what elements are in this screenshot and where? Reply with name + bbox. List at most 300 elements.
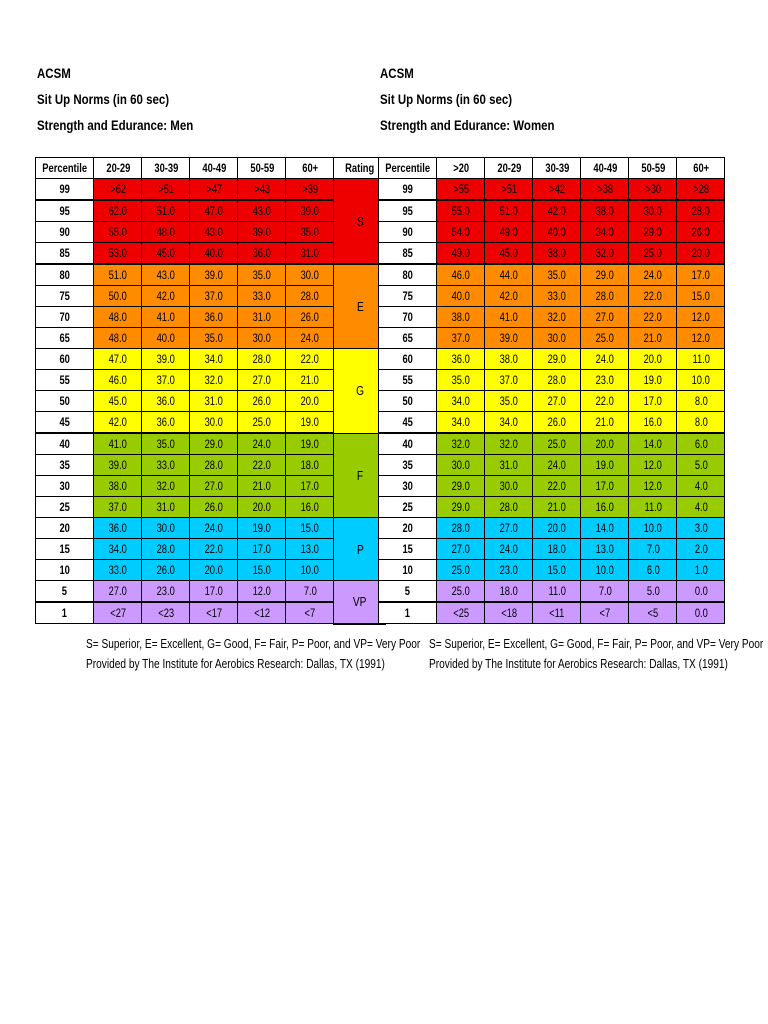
women-value-cell-text: 28.0 <box>691 204 710 218</box>
men-value-cell-text: 43.0 <box>156 268 175 282</box>
men-value-cell-text: 50.0 <box>108 289 127 303</box>
women-percentile-cell <box>379 349 437 370</box>
men-value-cell <box>286 307 334 328</box>
women-percentile-cell <box>379 370 437 391</box>
men-value-cell <box>238 560 286 581</box>
women-percentile-cell-text: 75 <box>402 289 413 303</box>
men-value-cell <box>94 328 142 349</box>
men-value-cell <box>190 412 238 434</box>
women-value-cell <box>677 391 725 412</box>
women-value-cell <box>437 518 485 539</box>
women-value-cell <box>437 455 485 476</box>
women-value-cell <box>581 539 629 560</box>
men-value-cell <box>142 179 190 201</box>
men-value-cell-text: >51 <box>157 182 174 196</box>
women-value-cell <box>533 455 581 476</box>
men-value-cell <box>286 581 334 603</box>
men-value-cell <box>94 560 142 581</box>
men-value-cell-text: 20.0 <box>300 394 319 408</box>
women-value-cell-text: 25.0 <box>451 563 470 577</box>
women-percentile-cell-text: 99 <box>402 182 413 196</box>
women-col-header <box>437 158 485 179</box>
women-value-cell-text: 35.0 <box>499 394 518 408</box>
men-percentile-cell-text: 25 <box>59 500 70 514</box>
women-percentile-cell-text: 90 <box>402 225 413 239</box>
men-value-cell-text: 46.0 <box>108 373 127 387</box>
women-value-cell <box>437 307 485 328</box>
women-value-cell-text: 30.0 <box>499 479 518 493</box>
men-value-cell-text: 24.0 <box>252 437 271 451</box>
women-value-cell <box>677 412 725 434</box>
men-value-cell <box>142 349 190 370</box>
men-norms-table <box>35 157 386 625</box>
women-value-cell <box>581 200 629 222</box>
men-col-header-text: Percentile <box>42 161 88 175</box>
men-percentile-cell-text: 20 <box>59 521 70 535</box>
women-value-cell <box>581 391 629 412</box>
men-percentile-cell <box>36 539 94 560</box>
men-value-cell <box>142 222 190 243</box>
women-value-cell-text: 22.0 <box>643 310 662 324</box>
men-value-cell <box>94 200 142 222</box>
women-value-cell-text: 16.0 <box>643 415 662 429</box>
women-percentile-cell <box>379 476 437 497</box>
men-percentile-cell <box>36 412 94 434</box>
men-value-cell <box>190 328 238 349</box>
women-value-cell <box>485 497 533 518</box>
men-percentile-cell-text: 30 <box>59 479 70 493</box>
men-value-cell <box>238 455 286 476</box>
women-value-cell <box>437 433 485 455</box>
women-value-cell <box>581 222 629 243</box>
men-value-cell-text: 32.0 <box>204 373 223 387</box>
women-percentile-cell <box>379 328 437 349</box>
men-value-cell-text: 19.0 <box>300 437 319 451</box>
women-value-cell <box>485 264 533 286</box>
men-value-cell-text: 47.0 <box>204 204 223 218</box>
women-table-row <box>379 179 725 201</box>
men-value-cell-text: 35.0 <box>156 437 175 451</box>
women-value-cell <box>533 581 581 603</box>
women-value-cell-text: 31.0 <box>499 458 518 472</box>
men-value-cell <box>286 412 334 434</box>
men-value-cell-text: 7.0 <box>303 584 317 598</box>
women-value-cell <box>677 602 725 624</box>
men-value-cell-text: 24.0 <box>204 521 223 535</box>
men-table-row <box>36 349 386 370</box>
women-table-row <box>379 602 725 624</box>
women-value-cell-text: 5.0 <box>646 584 660 598</box>
women-value-cell-text: 32.0 <box>451 437 470 451</box>
women-value-cell <box>629 476 677 497</box>
men-value-cell-text: 33.0 <box>252 289 271 303</box>
men-value-cell <box>238 391 286 412</box>
men-title-block <box>37 60 228 138</box>
rating-cell-e-text: E <box>356 299 364 314</box>
men-col-header-text: 30-39 <box>153 161 178 175</box>
women-value-cell-text: 11.0 <box>548 584 566 598</box>
men-value-cell-text: 15.0 <box>252 563 271 577</box>
women-value-cell <box>677 307 725 328</box>
women-value-cell <box>533 307 581 328</box>
men-value-cell <box>190 200 238 222</box>
women-value-cell <box>677 560 725 581</box>
men-value-cell-text: 42.0 <box>108 415 127 429</box>
women-value-cell-text: 20.0 <box>691 246 710 260</box>
men-value-cell-text: 23.0 <box>156 584 175 598</box>
men-value-cell <box>238 412 286 434</box>
women-value-cell-text: 46.0 <box>451 268 470 282</box>
men-value-cell <box>190 222 238 243</box>
women-value-cell-text: 17.0 <box>643 394 662 408</box>
men-value-cell <box>238 222 286 243</box>
men-percentile-cell <box>36 455 94 476</box>
women-value-cell <box>677 370 725 391</box>
women-value-cell-text: 28.0 <box>595 289 614 303</box>
men-value-cell-text: 22.0 <box>252 458 271 472</box>
women-value-cell-text: 6.0 <box>694 437 708 451</box>
women-value-cell-text: 34.0 <box>499 415 518 429</box>
women-value-cell <box>533 602 581 624</box>
women-value-cell <box>437 286 485 307</box>
women-value-cell-text: >28 <box>692 182 709 196</box>
men-col-header <box>238 158 286 179</box>
men-value-cell <box>94 497 142 518</box>
women-value-cell-text: 30.0 <box>547 331 566 345</box>
women-value-cell-text: 20.0 <box>643 352 662 366</box>
women-percentile-cell <box>379 200 437 222</box>
men-percentile-cell <box>36 243 94 265</box>
women-value-cell <box>437 328 485 349</box>
women-value-cell-text: 32.0 <box>595 246 614 260</box>
women-percentile-cell <box>379 412 437 434</box>
men-value-cell <box>142 455 190 476</box>
men-table-row <box>36 518 386 539</box>
men-value-cell-text: 21.0 <box>252 479 271 493</box>
men-value-cell <box>286 179 334 201</box>
women-value-cell-text: 55.0 <box>451 204 470 218</box>
men-value-cell <box>238 518 286 539</box>
women-value-cell-text: 10.0 <box>691 373 710 387</box>
women-value-cell <box>629 328 677 349</box>
men-value-cell-text: 32.0 <box>156 479 175 493</box>
women-value-cell-text: 30.0 <box>643 204 662 218</box>
women-value-cell-text: 24.0 <box>643 268 662 282</box>
men-value-cell-text: 39.0 <box>156 352 175 366</box>
rating-cell-vp-text: VP <box>353 594 367 610</box>
men-value-cell <box>286 200 334 222</box>
women-value-cell <box>533 200 581 222</box>
women-value-cell <box>581 581 629 603</box>
women-value-cell <box>485 243 533 265</box>
women-value-cell-text: 18.0 <box>499 584 518 598</box>
women-percentile-cell-text: 10 <box>402 563 413 577</box>
women-value-cell <box>533 497 581 518</box>
women-value-cell-text: 4.0 <box>694 500 708 514</box>
men-value-cell-text: 18.0 <box>300 458 319 472</box>
men-value-cell-text: 26.0 <box>300 310 319 324</box>
men-value-cell <box>286 560 334 581</box>
men-col-header <box>94 158 142 179</box>
men-value-cell-text: 41.0 <box>156 310 175 324</box>
men-value-cell <box>142 328 190 349</box>
men-value-cell <box>286 286 334 307</box>
women-value-cell <box>581 286 629 307</box>
women-value-cell <box>485 286 533 307</box>
men-value-cell <box>190 560 238 581</box>
women-value-cell-text: 16.0 <box>595 500 614 514</box>
women-percentile-cell-text: 15 <box>402 542 413 556</box>
women-value-cell <box>677 222 725 243</box>
women-value-cell-text: 34.0 <box>451 394 470 408</box>
women-col-header-text: >20 <box>452 161 469 175</box>
women-value-cell <box>533 349 581 370</box>
women-value-cell-text: 25.0 <box>595 331 614 345</box>
women-norms-table <box>378 157 725 624</box>
women-value-cell-text: >38 <box>596 182 613 196</box>
men-value-cell-text: 40.0 <box>156 331 175 345</box>
men-value-cell-text: 38.0 <box>108 479 127 493</box>
women-value-cell-text: 35.0 <box>451 373 470 387</box>
men-value-cell-text: 30.0 <box>252 331 271 345</box>
men-percentile-cell-text: 90 <box>59 225 70 239</box>
women-value-cell-text: 26.0 <box>547 415 566 429</box>
women-value-cell <box>437 412 485 434</box>
women-value-cell <box>533 391 581 412</box>
women-value-cell <box>485 455 533 476</box>
women-value-cell <box>533 560 581 581</box>
women-value-cell <box>629 179 677 201</box>
women-title-line-3: Strength and Edurance: Women <box>380 117 555 133</box>
women-value-cell-text: 40.0 <box>451 289 470 303</box>
rating-cell-f-text: F <box>356 467 363 483</box>
women-value-cell <box>677 179 725 201</box>
men-footer-legend: S= Superior, E= Excellent, G= Good, F= Fair, P= Poor, and VP= Very Poor <box>86 636 421 651</box>
women-value-cell <box>485 560 533 581</box>
women-value-cell <box>437 497 485 518</box>
men-value-cell-text: 30.0 <box>156 521 175 535</box>
women-value-cell <box>485 412 533 434</box>
women-value-cell <box>485 581 533 603</box>
women-value-cell <box>533 539 581 560</box>
men-value-cell <box>190 455 238 476</box>
women-value-cell <box>677 200 725 222</box>
men-table-row <box>36 200 386 222</box>
men-table-row <box>36 560 386 581</box>
men-value-cell-text: 39.0 <box>300 204 319 218</box>
women-value-cell-text: 29.0 <box>547 352 566 366</box>
women-value-cell <box>533 412 581 434</box>
men-value-cell-text: 19.0 <box>300 415 319 429</box>
women-value-cell-text: 5.0 <box>694 458 708 472</box>
women-value-cell <box>485 518 533 539</box>
men-percentile-cell-text: 35 <box>59 458 70 472</box>
men-value-cell-text: 26.0 <box>252 394 271 408</box>
women-value-cell <box>533 518 581 539</box>
women-value-cell <box>677 349 725 370</box>
men-value-cell <box>286 391 334 412</box>
men-value-cell-text: 48.0 <box>156 225 175 239</box>
men-value-cell <box>286 518 334 539</box>
men-value-cell-text: 45.0 <box>156 246 175 260</box>
women-percentile-cell-text: 35 <box>402 458 413 472</box>
men-percentile-cell-text: 45 <box>59 415 70 429</box>
women-value-cell-text: >30 <box>644 182 661 196</box>
men-value-cell <box>238 349 286 370</box>
women-value-cell-text: 29.0 <box>451 479 470 493</box>
men-value-cell-text: 62.0 <box>108 204 127 218</box>
men-table-row <box>36 412 386 434</box>
women-value-cell <box>485 222 533 243</box>
women-value-cell-text: 29.0 <box>595 268 614 282</box>
women-percentile-cell <box>379 602 437 624</box>
men-value-cell <box>190 518 238 539</box>
men-value-cell-text: 36.0 <box>156 394 175 408</box>
women-value-cell <box>629 391 677 412</box>
men-value-cell-text: 20.0 <box>204 563 223 577</box>
men-value-cell-text: 37.0 <box>204 289 223 303</box>
men-value-cell-text: 31.0 <box>156 500 175 514</box>
men-value-cell-text: >62 <box>109 182 126 196</box>
women-value-cell <box>629 412 677 434</box>
women-value-cell-text: <11 <box>549 606 565 620</box>
women-value-cell-text: 14.0 <box>643 437 662 451</box>
men-value-cell <box>286 349 334 370</box>
women-value-cell <box>485 602 533 624</box>
women-value-cell-text: 35.0 <box>547 268 566 282</box>
women-col-header <box>485 158 533 179</box>
men-value-cell <box>142 476 190 497</box>
men-value-cell-text: 40.0 <box>204 246 223 260</box>
women-value-cell <box>629 200 677 222</box>
women-value-cell-text: 37.0 <box>451 331 470 345</box>
men-value-cell-text: 17.0 <box>252 542 271 556</box>
women-table-row <box>379 264 725 286</box>
women-value-cell <box>437 560 485 581</box>
women-table-row <box>379 497 725 518</box>
women-percentile-cell <box>379 497 437 518</box>
men-value-cell-text: <23 <box>157 606 174 620</box>
women-value-cell <box>581 243 629 265</box>
men-value-cell-text: 31.0 <box>204 394 223 408</box>
women-value-cell <box>437 370 485 391</box>
men-col-header-text: 40-49 <box>201 161 226 175</box>
men-value-cell <box>94 243 142 265</box>
men-value-cell <box>238 328 286 349</box>
men-value-cell <box>142 286 190 307</box>
men-table-row <box>36 497 386 518</box>
men-col-header <box>190 158 238 179</box>
women-value-cell <box>629 497 677 518</box>
men-value-cell <box>94 264 142 286</box>
men-percentile-cell-text: 85 <box>59 246 70 260</box>
women-table-row <box>379 243 725 265</box>
men-value-cell-text: 31.0 <box>300 246 319 260</box>
women-value-cell-text: 27.0 <box>595 310 614 324</box>
men-value-cell-text: >39 <box>301 182 318 196</box>
men-value-cell <box>238 497 286 518</box>
men-percentile-cell-text: 5 <box>62 584 68 598</box>
men-value-cell <box>238 286 286 307</box>
men-value-cell <box>238 264 286 286</box>
men-table-row <box>36 391 386 412</box>
women-value-cell <box>533 370 581 391</box>
men-value-cell <box>286 455 334 476</box>
women-value-cell-text: 0.0 <box>694 584 708 598</box>
women-table-row <box>379 391 725 412</box>
men-percentile-cell-text: 99 <box>59 182 70 196</box>
women-value-cell <box>533 476 581 497</box>
men-percentile-cell-text: 55 <box>59 373 70 387</box>
women-percentile-cell-text: 80 <box>402 268 413 282</box>
women-col-header-text: 40-49 <box>592 161 617 175</box>
women-col-header <box>581 158 629 179</box>
women-value-cell <box>485 307 533 328</box>
men-value-cell <box>142 560 190 581</box>
men-value-cell-text: 12.0 <box>252 584 271 598</box>
men-value-cell-text: 31.0 <box>252 310 271 324</box>
women-table-row <box>379 581 725 603</box>
women-value-cell-text: 42.0 <box>547 204 566 218</box>
women-table-row <box>379 349 725 370</box>
women-value-cell-text: 17.0 <box>691 268 710 282</box>
men-percentile-cell <box>36 518 94 539</box>
women-value-cell <box>629 243 677 265</box>
men-value-cell-text: 30.0 <box>300 268 319 282</box>
women-value-cell-text: 25.0 <box>547 437 566 451</box>
men-value-cell <box>238 433 286 455</box>
women-value-cell-text: 29.0 <box>451 500 470 514</box>
women-value-cell <box>485 476 533 497</box>
women-value-cell <box>581 455 629 476</box>
women-value-cell-text: 15.0 <box>691 289 710 303</box>
women-value-cell-text: 34.0 <box>595 225 614 239</box>
men-value-cell <box>142 243 190 265</box>
women-value-cell <box>485 349 533 370</box>
women-value-cell <box>581 476 629 497</box>
men-value-cell <box>190 391 238 412</box>
women-value-cell-text: >51 <box>500 182 517 196</box>
men-value-cell <box>94 518 142 539</box>
men-percentile-cell <box>36 307 94 328</box>
women-value-cell <box>629 518 677 539</box>
women-footer <box>429 634 768 674</box>
women-value-cell-text: 25.0 <box>643 246 662 260</box>
men-value-cell-text: 39.0 <box>108 458 127 472</box>
women-value-cell <box>581 349 629 370</box>
men-percentile-cell <box>36 581 94 603</box>
women-percentile-cell-text: 55 <box>402 373 413 387</box>
men-percentile-cell <box>36 222 94 243</box>
men-value-cell-text: 25.0 <box>252 415 271 429</box>
men-percentile-cell-text: 50 <box>59 394 70 408</box>
men-percentile-cell-text: 60 <box>59 352 70 366</box>
women-footer-legend: S= Superior, E= Excellent, G= Good, F= Fair, P= Poor, and VP= Very Poor <box>429 636 764 651</box>
women-table-row <box>379 328 725 349</box>
men-value-cell-text: 22.0 <box>204 542 223 556</box>
men-table-row <box>36 476 386 497</box>
women-value-cell <box>437 179 485 201</box>
men-value-cell <box>94 370 142 391</box>
men-value-cell <box>190 243 238 265</box>
men-value-cell-text: >43 <box>253 182 270 196</box>
men-value-cell <box>190 602 238 624</box>
women-value-cell-text: 25.0 <box>451 584 470 598</box>
women-value-cell <box>437 264 485 286</box>
rating-cell-s-text: S <box>356 213 364 229</box>
men-title-line-1: ACSM <box>37 65 71 81</box>
women-value-cell-text: <5 <box>647 606 659 620</box>
